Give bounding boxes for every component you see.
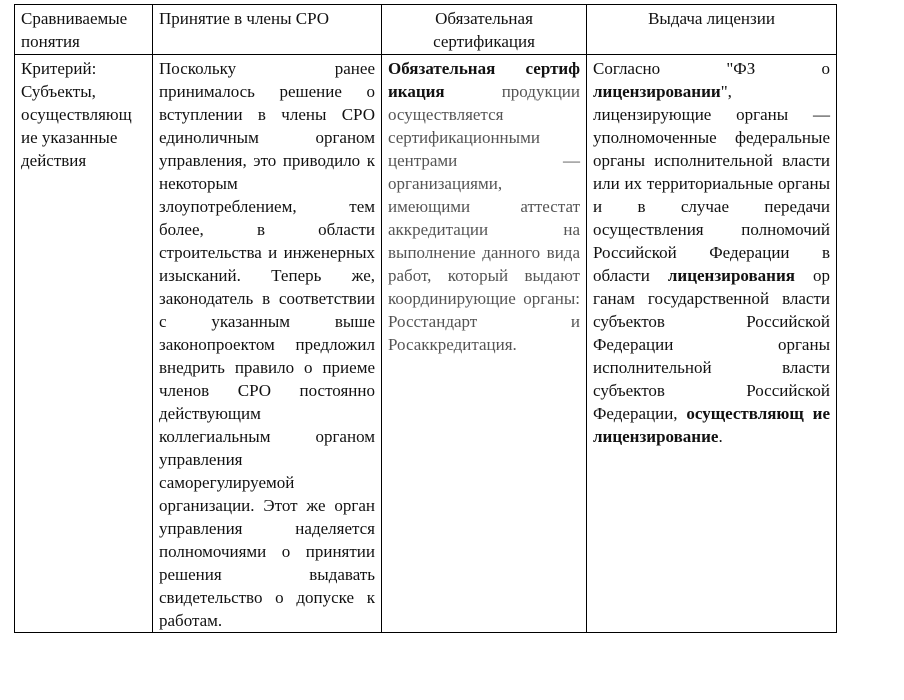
license-term-3: осуществляющ ие лицензирование — [593, 404, 830, 446]
header-sro-membership: Принятие в члены СРО — [153, 5, 382, 55]
header-compared-concepts: Сравниваемые понятия — [15, 5, 153, 55]
cell-certification — [382, 55, 587, 633]
license-text-1: Согласно "ФЗ о — [593, 59, 830, 78]
table-row — [15, 55, 837, 633]
certification-text: продукции осуществляется сертификационными центрами — организациями, имеющими аттестат аккредитации на выполнение данного вида работ, который выдают координирующие органы: Росстандарт и Росаккредитация. — [388, 82, 580, 354]
header-license-issuance: Выдача лицензии — [587, 5, 837, 55]
license-text-3: ор ганам государственной власти субъектов Российской Федерации органы исполнительной власти субъектов Российской Федерации, — [593, 266, 831, 423]
cell-criterion: Критерий: Субъекты, осуществляющ ие указанные действия — [15, 55, 153, 633]
cell-license — [587, 55, 837, 633]
license-term-2: лицензирования — [667, 266, 795, 285]
license-term-1: лицензировании — [593, 82, 721, 101]
header-mandatory-certification: Обязательная сертификация — [382, 5, 587, 55]
license-text-2: ", лицензирующие органы — уполномоченные федеральные органы исполнительной власти или их территориальные органы и в случае передачи осуществления полномочий Российской Федерации в области — [593, 82, 830, 285]
license-text-4: . — [718, 427, 723, 446]
comparison-table — [14, 4, 837, 633]
cell-sro: Поскольку ранее принималось решение о вступлении в члены СРО единоличным органом управления, это приводило к некоторым злоупотреблением, тем более, в области строительства и инженерных изысканий. Теперь же, законодатель в соответствии с указанным выше законопроектом предложил внедрить правило о приеме членов СРО постоянно действующим коллегиальным органом управления саморегулируемой организации. Этот же орган управления наделяется полномочиями о принятии решения выдавать свидетельство о допуске к работам. — [153, 55, 382, 633]
certification-term: Обязательная сертиф икация — [388, 59, 580, 101]
table-header-row — [15, 5, 837, 55]
